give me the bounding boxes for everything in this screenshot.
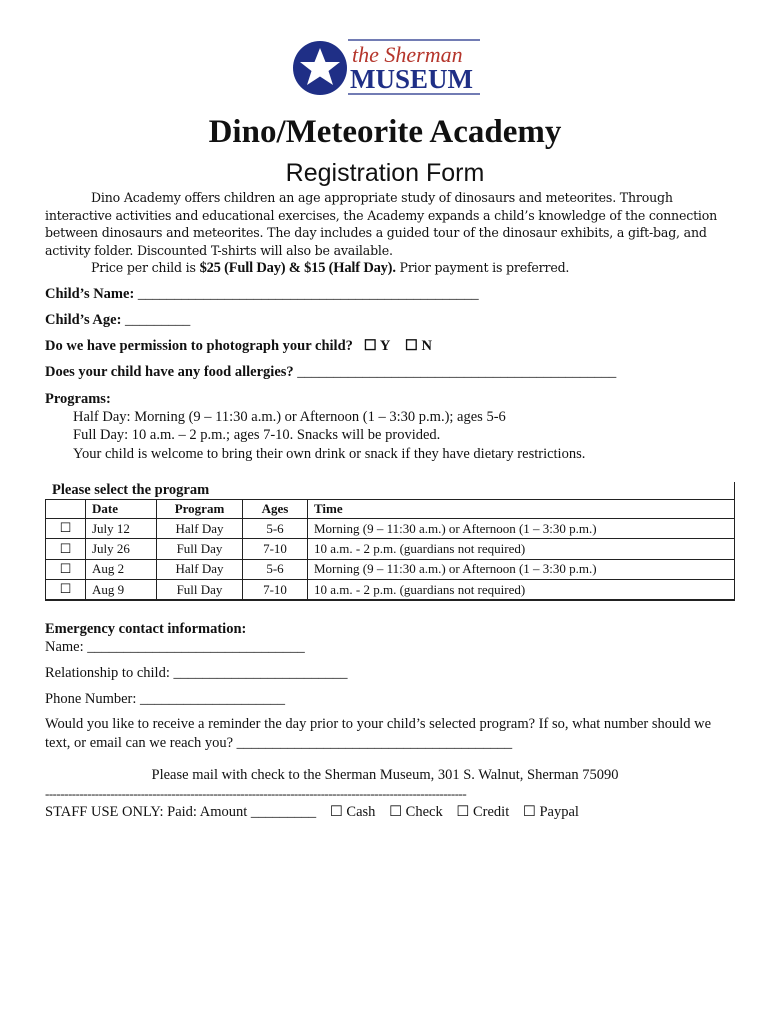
table-header-row [46, 500, 735, 519]
table-row [46, 519, 735, 539]
select-checkbox[interactable]: ☐ [46, 519, 86, 539]
child-age-blank[interactable]: _________ [125, 312, 191, 328]
ages-cell: 7-10 [243, 539, 308, 559]
allergy-label: Does your child have any food allergies? [45, 364, 294, 380]
ages-cell: 7-10 [243, 580, 308, 600]
program-cell: Half Day [157, 559, 243, 579]
program-line: Your child is welcome to bring their own drink or snack if they have dietary restrictions. [73, 445, 586, 462]
header-cell: Program [157, 500, 243, 519]
select-checkbox[interactable]: ☐ [46, 559, 86, 579]
programs-list [73, 408, 585, 463]
program-line: Full Day: 10 a.m. – 2 p.m.; ages 7-10. Snacks will be provided. [73, 427, 441, 444]
child-name-label: Child’s Name: [45, 286, 135, 302]
museum-logo [290, 36, 484, 98]
ages-cell: 5-6 [243, 519, 308, 539]
program-line: Half Day: Morning (9 – 11:30 a.m.) or Afternoon (1 – 3:30 p.m.); ages 5-6 [73, 409, 506, 425]
photo-permission-field [45, 336, 432, 356]
header-cell [46, 500, 86, 519]
photo-yes-checkbox[interactable]: ☐ Y [363, 338, 391, 354]
price-amount: $25 (Full Day) & $15 (Half Day). [199, 260, 396, 276]
table-row [46, 539, 735, 559]
emergency-name-field[interactable]: Name: ______________________________ [45, 639, 305, 655]
intro-paragraph [45, 189, 735, 259]
emergency-heading: Emergency contact information: [45, 621, 247, 637]
programs-heading: Programs: [45, 391, 111, 407]
table-caption: Please select the program [52, 482, 210, 498]
page-title: Dino/Meteorite Academy [208, 114, 562, 150]
time-cell: 10 a.m. - 2 p.m. (guardians not required) [308, 580, 735, 600]
ages-cell: 5-6 [243, 559, 308, 579]
time-cell: 10 a.m. - 2 p.m. (guardians not required) [308, 539, 735, 559]
child-name-field[interactable] [45, 284, 479, 304]
photo-no-checkbox[interactable]: ☐ N [404, 338, 432, 354]
logo-line2: MUSEUM [350, 64, 473, 94]
mail-instructions: Please mail with check to the Sherman Museum, 301 S. Walnut, Sherman 75090 [151, 767, 619, 783]
page-subtitle: Registration Form [285, 159, 485, 187]
reminder-field[interactable]: Would you like to receive a reminder the day prior to your child’s selected program? If so, what number should we text, or email can we reach you? ______________________________________ [45, 716, 712, 751]
allergy-field[interactable] [45, 362, 616, 382]
intro-text: Dino Academy offers children an age appropriate study of dinosaurs and meteorites. Through interactive activities and educational exercises, the Academy expands a child’s knowledge of the connection between dinosaurs and meteorites. The day includes a guided tour of the dinosaur exhibits, a gift-bag, and activity folder. Discounted T-shirts will also be available. [45, 190, 718, 258]
price-prefix: Price per child is [91, 260, 200, 275]
staff-use-row [45, 804, 589, 821]
date-cell: Aug 2 [86, 559, 157, 579]
child-age-field[interactable] [45, 310, 190, 330]
date-cell: Aug 9 [86, 580, 157, 600]
header-cell: Ages [243, 500, 308, 519]
program-cell: Half Day [157, 519, 243, 539]
header-cell: Date [86, 500, 157, 519]
select-checkbox[interactable]: ☐ [46, 580, 86, 600]
phone-field[interactable]: Phone Number: ____________________ [45, 691, 286, 707]
photo-permission-label: Do we have permission to photograph your child? [45, 338, 353, 354]
check-checkbox[interactable]: ☐ Check [389, 804, 443, 820]
cash-checkbox[interactable]: ☐ Cash [329, 804, 376, 820]
time-cell: Morning (9 – 11:30 a.m.) or Afternoon (1 – 3:30 p.m.) [308, 519, 735, 539]
staff-paid-amount[interactable]: STAFF USE ONLY: Paid: Amount _________ [45, 804, 317, 820]
allergy-blank[interactable]: ____________________________________________ [297, 364, 617, 380]
child-name-blank[interactable]: _______________________________________________ [137, 286, 479, 302]
divider-dashes: -------------------------------------------------------------------------------------------------------------- [45, 786, 467, 801]
credit-checkbox[interactable]: ☐ Credit [456, 804, 510, 820]
logo-line1: the Sherman [352, 42, 463, 67]
header-cell: Time [308, 500, 735, 519]
price-line [91, 258, 569, 278]
paypal-checkbox[interactable]: ☐ Paypal [522, 804, 579, 820]
program-cell: Full Day [157, 580, 243, 600]
time-cell: Morning (9 – 11:30 a.m.) or Afternoon (1 – 3:30 p.m.) [308, 559, 735, 579]
date-cell: July 12 [86, 519, 157, 539]
table-row [46, 559, 735, 579]
table-row [46, 580, 735, 600]
price-suffix: Prior payment is preferred. [395, 260, 570, 275]
select-checkbox[interactable]: ☐ [46, 539, 86, 559]
relationship-field[interactable]: Relationship to child: ________________________ [45, 665, 348, 681]
star-emblem-icon [290, 36, 484, 98]
date-cell: July 26 [86, 539, 157, 559]
program-table [45, 499, 735, 601]
program-cell: Full Day [157, 539, 243, 559]
child-age-label: Child’s Age: [45, 312, 122, 328]
